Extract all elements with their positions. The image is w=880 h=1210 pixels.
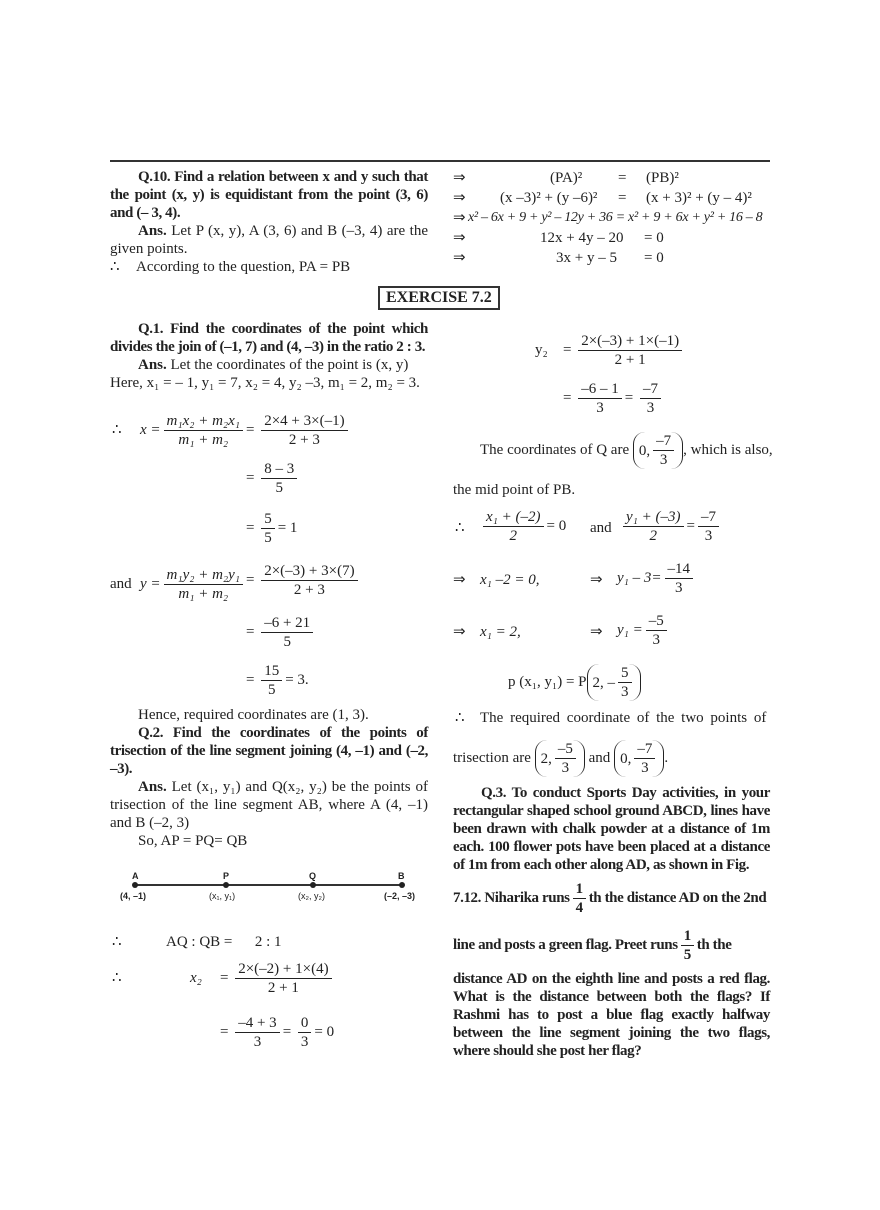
implies-symbol: ⇒ [453,230,466,246]
numerator: 2×(–3) + 1×(–1) [578,332,682,351]
implies-symbol: ⇒ [453,624,466,640]
step-eq: = [618,170,627,186]
ratio: AQ : QB = 2 : 1 [166,934,282,950]
coord-q: (x₂, y₂) [298,891,325,901]
denominator: 5 [267,682,276,698]
numerator: m₁x₂ + m₂x₁ [164,412,243,431]
exercise-heading: EXERCISE 7.2 [378,286,500,310]
line-segment-ab [134,884,402,886]
coordinate-pair [587,664,641,701]
point-p-result [508,664,641,701]
q10-therefore: ∴ [110,259,120,275]
q2-answer [110,778,428,832]
y-formula [140,566,246,603]
fraction [623,508,684,545]
fraction [261,510,275,547]
text: trisection are [453,749,531,766]
q10-according: According to the question, PA = PB [136,259,351,275]
point-p [223,882,229,888]
denominator: 2 + 1 [267,980,299,996]
top-rule [110,160,770,162]
numerator: x₁ + (–2) [483,508,544,527]
q3-block [453,784,770,1060]
ans-label: Ans. [138,779,167,795]
denominator: 5 [275,480,283,496]
denominator: 2 [509,528,517,544]
result-y [617,612,670,649]
y2-step1: = $\frac{2\times(-3) + 1\times(-1)}{2 + 1}$ [563,332,685,369]
label-p: P [223,871,230,881]
denominator: 3 [621,684,629,700]
result: = 1 [277,519,298,536]
label-a: A [132,871,139,881]
coord-p: (x₁, y₁) [209,891,236,901]
denominator: 3 [596,400,604,416]
fraction [573,880,586,917]
lhs: p (x₁, y₁) = P [508,673,587,690]
numerator: 5 [261,510,275,529]
denominator: 3 [646,400,655,416]
numerator: –6 + 21 [261,614,313,633]
step-lhs: (x –3)² + (y –6)² [500,190,598,206]
step-rhs: = 0 [644,230,664,246]
numerator: 2×(–2) + 1×(4) [235,960,331,979]
q10-question: Q.10. Find a relation between x and y such that the point (x, y) is equidistant from the point (3, 6) and (– 3, 4). [110,169,428,221]
fraction [261,662,282,699]
implies-symbol: ⇒ [453,190,466,206]
point-a [132,882,138,888]
implies-symbol: ⇒ [590,572,603,588]
label-b: B [398,871,405,881]
coord-a: (4, –1) [120,891,147,901]
fraction [261,412,347,449]
fraction [646,612,667,649]
numerator: 15 [261,662,282,681]
numerator: 1 [573,880,586,899]
result: = 3. [285,671,309,688]
denominator: 2 [649,528,657,544]
x2-step2: = $\frac{-4 + 3}{3}$ = $\frac{0}{3}$ = 0 [220,1015,335,1050]
fraction [483,508,544,545]
y2-label: y₂ [535,342,548,358]
numerator: –14 [665,560,694,579]
implies-symbol: ⇒ [453,170,466,186]
x-value: 2, [540,750,552,767]
and-label: and [590,520,612,536]
ans-text: Let the coordinates of the point is (x, y) [166,357,409,373]
x2-step1: = $\frac{2\times(-2) + 1\times(4)}{2 + 1}$ [220,960,335,997]
denominator: 3 [300,1034,309,1050]
q1-intro-block [110,320,428,392]
label-q: Q [309,871,317,881]
step-rhs: = 0 [644,250,664,266]
fraction [261,460,297,497]
fraction [164,566,243,603]
denominator: m₁ + m₂ [178,432,229,448]
numerator: –7 [698,508,719,527]
q2-question: Q.2. Find the coordinates of the points of trisection of the line segment joining (4, –1) and (–2, –3). [110,725,428,777]
coordinate-pair [614,740,664,777]
numerator: 8 – 3 [261,460,297,479]
fraction [698,508,719,545]
q2-so: So, AP = PQ= QB [138,833,248,849]
coordinates-of-q [480,432,773,469]
implies-symbol: ⇒ [453,250,466,266]
y2-step2: = $\frac{-6 - 1}{3}$ = $\frac{-7}{3}$ [563,380,664,417]
y-step1: = $\frac{2\times(-3) + 3\times(7)}{2 + 3}$ [246,562,361,599]
numerator: m₁y₂ + m₂y₁ [164,566,243,585]
required-text: The required coordinate of the two points of [480,710,767,726]
step-lhs: 12x + 4y – 20 [540,230,624,246]
q1-conclusion: Hence, required coordinates are (1, 3). [138,707,369,723]
step-lhs: (PA)² [550,170,583,186]
denominator: 4 [575,900,583,916]
fraction [634,740,655,777]
numerator: y₁ + (–3) [623,508,684,527]
text: , which is also, [683,441,773,458]
fraction [665,560,694,597]
q1-answer [110,356,428,374]
numerator: –7 [634,740,655,759]
ans-text: Let (x₁, y₁) and Q(x₂, y₂) be the points of trisection of the line segment AB, where A (4, –1) and B (–2, 3) [110,779,428,831]
numerator: 5 [618,664,632,683]
x2-label: x₂ [190,970,202,986]
numerator: –7 [640,380,661,399]
result: = 0 [314,1023,335,1040]
point-b [399,882,405,888]
q2-intro-block [110,706,428,850]
denominator: 3 [652,632,660,648]
result-x: x₁ –2 = 0, [480,572,540,588]
result-x: x₁ = 2, [480,624,521,640]
implies-symbol: ⇒ [453,210,466,226]
denominator: 5 [283,634,291,650]
numerator: –4 + 3 [235,1014,279,1033]
numerator: –7 [653,432,674,451]
denominator: 2 + 3 [288,432,320,448]
fraction [235,1014,279,1051]
q10-left-block [110,168,428,276]
y-step3: = $\frac{15}{5}$ = 3. [246,663,309,698]
q3-question-part2 [453,880,770,917]
denominator: 5 [683,947,691,963]
step-rhs: (PB)² [646,170,679,186]
coord-b: (–2, –3) [384,891,416,901]
text: 7.12. Niharika runs [453,889,570,906]
q10-according-line [110,258,428,276]
denominator: 3 [561,760,570,776]
fraction [640,380,661,417]
denominator: 3 [675,580,683,596]
x-formula [140,412,246,449]
fraction [681,927,694,964]
lhs: x = [140,421,161,438]
coordinate-pair [633,432,683,469]
y-step2: = $\frac{-6 + 21}{5}$ [246,614,316,651]
ans-text: Let P (x, y), A (3, 6) and B (–3, 4) are the given points. [110,223,428,257]
numerator: –5 [646,612,667,631]
numerator: –5 [555,740,576,759]
x-value: 0, [620,750,632,767]
q1-given: Here, x₁ = – 1, y₁ = 7, x₂ = 4, y₂ –3, m₁ = 2, m₂ = 3. [110,375,420,391]
text: The coordinates of Q are [480,441,630,458]
ans-label: Ans. [138,223,167,239]
text: th the distance AD on the 2nd [588,889,767,906]
ans-label: Ans. [138,357,167,373]
x-value: 2, – [592,674,616,691]
and-label: and [588,749,611,766]
lhs: y = [140,575,161,592]
midpoint-eq-y: $\frac{\text{y₁ + (–3)}}{2}$ = $\frac{-7}{3}$ [620,508,722,545]
x-step1: = $\frac{2\times 4 + 3\times(-1)}{2 + 3}$ [246,412,351,449]
implies-symbol: ⇒ [590,624,603,640]
trisection-answer: trisection are 2, $\frac{-5}{3}$ and 0, $\frac{-7}{3}$ . [453,741,669,776]
step-expanded: x² – 6x + 9 + y² – 12y + 36 = x² + 9 + 6x + y² + 16 – 8 [468,210,763,225]
denominator: 3 [253,1034,262,1050]
q3-question-part3 [453,927,770,964]
text: th the [696,936,732,953]
fraction [261,562,357,599]
fraction [578,332,682,369]
fraction [618,664,632,701]
therefore-symbol: ∴ [112,934,122,950]
text: line and posts a green flag. Preet runs [453,936,678,953]
coordinate-pair [535,740,585,777]
numerator: 1 [681,927,694,946]
denominator: m₁ + m₂ [178,586,229,602]
fraction [653,432,674,469]
result-y [617,560,696,597]
denominator: 3 [641,760,649,776]
x-step2: = $\frac{8 - 3}{5}$ [246,460,300,497]
therefore-symbol: ∴ [112,422,122,438]
fraction [261,614,313,651]
fraction [298,1014,312,1051]
midpoint-text: the mid point of PB. [453,482,576,498]
q3-question-part4: distance AD on the eighth line and posts a red flag. What is the distance between both the flags? If Rashmi has to post a blue flag exactly halfway between the line segment joining the two flags, where should she post her flag? [453,971,770,1059]
numerator: 0 [298,1014,312,1033]
step-eq: = [618,190,627,206]
denominator: 3 [659,452,668,468]
therefore-symbol: ∴ [112,970,122,986]
fraction [578,380,622,417]
numerator: 2×(–3) + 3×(7) [261,562,357,581]
numerator: –6 – 1 [578,380,622,399]
therefore-symbol: ∴ [455,520,465,536]
lhs: y₁ = [617,621,643,638]
fraction [555,740,576,777]
midpoint-eq-x [480,508,566,545]
fraction [235,960,331,997]
q10-answer [110,222,428,258]
result: = 0 [546,517,567,534]
x-step3: = $\frac{5}{5}$ = 1 [246,511,298,546]
implies-symbol: ⇒ [453,572,466,588]
and-label: and [110,576,132,592]
fraction [164,412,243,449]
denominator: 2 + 3 [293,582,325,598]
denominator: 3 [704,528,713,544]
lhs: y₁ – 3= [617,569,662,586]
q1-question: Q.1. Find the coordinates of the point which divides the join of (–1, 7) and (4, –3) in the ratio 2 : 3. [110,321,428,355]
x-value: 0, [638,442,651,459]
denominator: 2 + 1 [614,352,646,368]
step-rhs: (x + 3)² + (y – 4)² [646,190,752,206]
therefore-symbol: ∴ [455,710,465,726]
numerator: 2×4 + 3×(–1) [261,412,347,431]
point-q [310,882,316,888]
step-lhs: 3x + y – 5 [556,250,617,266]
q3-question-part1: Q.3. To conduct Sports Day activities, in your rectangular shaped school ground ABCD, lines have been drawn with chalk powder at a distance of 1m each. 100 flower pots have been placed at a distance of 1m from each other along AD, as shown in Fig. [453,785,770,873]
denominator: 5 [264,530,272,546]
